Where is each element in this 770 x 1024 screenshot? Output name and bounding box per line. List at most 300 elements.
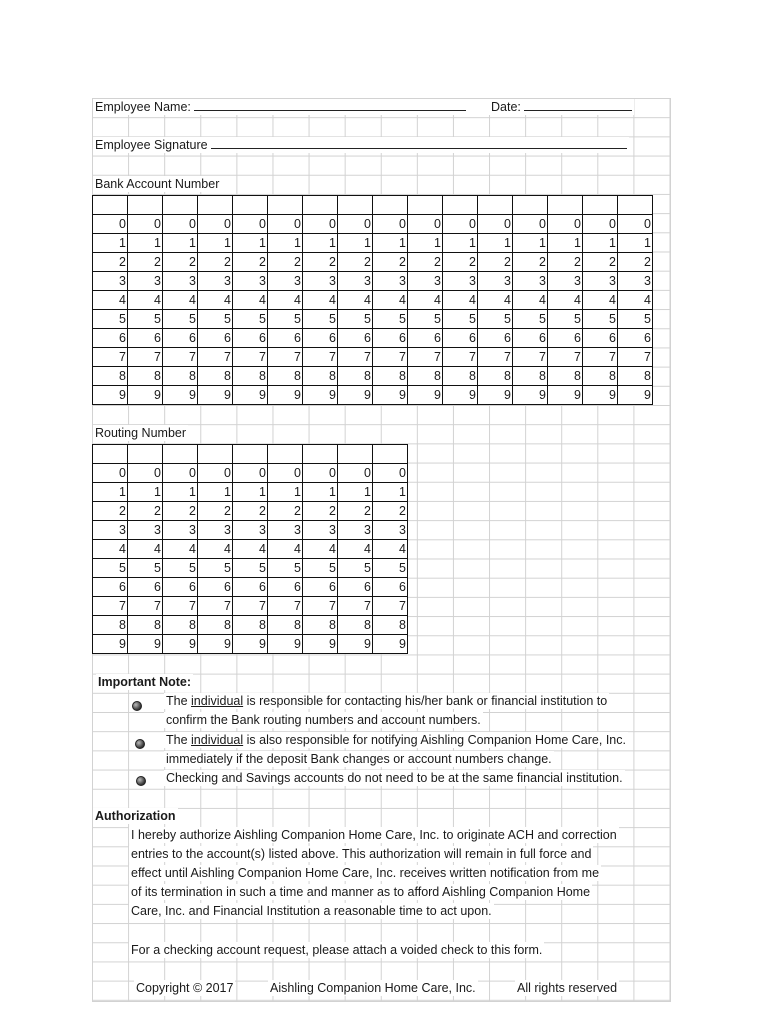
routing-number-digit-cell[interactable]: 0 bbox=[303, 464, 338, 483]
routing-number-digit-cell[interactable]: 3 bbox=[338, 521, 373, 540]
routing-number-digit-cell[interactable]: 4 bbox=[233, 540, 268, 559]
bank-account-digit-cell[interactable]: 1 bbox=[583, 234, 618, 253]
routing-number-digit-cell[interactable]: 2 bbox=[303, 502, 338, 521]
routing-number-digit-cell[interactable]: 8 bbox=[268, 616, 303, 635]
bank-account-entry-cell[interactable] bbox=[478, 196, 513, 215]
authorization-line-2: entries to the account(s) listed above. This authorization will remain in full force and bbox=[131, 847, 592, 861]
bank-account-digit-cell[interactable]: 1 bbox=[233, 234, 268, 253]
bank-account-digit-cell[interactable]: 9 bbox=[443, 386, 478, 405]
bank-account-digit-cell[interactable]: 8 bbox=[443, 367, 478, 386]
bank-account-digit-cell[interactable]: 2 bbox=[513, 253, 548, 272]
bank-account-digit-cell[interactable]: 1 bbox=[338, 234, 373, 253]
routing-number-digit-cell[interactable]: 9 bbox=[268, 635, 303, 654]
bank-account-digit-cell[interactable]: 2 bbox=[233, 253, 268, 272]
routing-number-digit-cell[interactable]: 3 bbox=[163, 521, 198, 540]
routing-number-digit-cell[interactable]: 5 bbox=[93, 559, 128, 578]
bank-account-digit-cell[interactable]: 1 bbox=[408, 234, 443, 253]
routing-number-digit-cell[interactable]: 9 bbox=[128, 635, 163, 654]
routing-number-digit-cell[interactable]: 1 bbox=[268, 483, 303, 502]
bank-account-digit-cell[interactable]: 3 bbox=[443, 272, 478, 291]
bank-account-digit-cell[interactable]: 4 bbox=[618, 291, 653, 310]
routing-number-digit-cell[interactable]: 6 bbox=[93, 578, 128, 597]
bank-account-digit-cell[interactable]: 8 bbox=[303, 367, 338, 386]
bank-account-digit-cell[interactable]: 5 bbox=[338, 310, 373, 329]
bank-account-digit-cell[interactable]: 5 bbox=[478, 310, 513, 329]
employee-signature-field[interactable] bbox=[211, 137, 627, 149]
routing-number-digit-cell[interactable]: 3 bbox=[373, 521, 408, 540]
bank-account-digit-cell[interactable]: 4 bbox=[513, 291, 548, 310]
bank-account-digit-cell[interactable]: 2 bbox=[128, 253, 163, 272]
routing-number-digit-cell[interactable]: 1 bbox=[338, 483, 373, 502]
bank-account-digit-cell[interactable]: 7 bbox=[373, 348, 408, 367]
bank-account-digit-cell[interactable]: 5 bbox=[583, 310, 618, 329]
routing-number-digit-cell[interactable]: 9 bbox=[93, 635, 128, 654]
bank-account-digit-cell[interactable]: 6 bbox=[548, 329, 583, 348]
bank-account-entry-cell[interactable] bbox=[198, 196, 233, 215]
bank-account-digit-cell[interactable]: 9 bbox=[478, 386, 513, 405]
bank-account-digit-cell[interactable]: 5 bbox=[163, 310, 198, 329]
bank-account-digit-cell[interactable]: 5 bbox=[303, 310, 338, 329]
routing-number-digit-cell[interactable]: 7 bbox=[128, 597, 163, 616]
bullet-icon bbox=[136, 776, 146, 786]
bank-account-digit-cell[interactable]: 0 bbox=[93, 215, 128, 234]
routing-number-digit-cell[interactable]: 5 bbox=[163, 559, 198, 578]
bank-account-digit-cell[interactable]: 5 bbox=[548, 310, 583, 329]
bank-account-entry-cell[interactable] bbox=[128, 196, 163, 215]
routing-number-digit-cell[interactable]: 2 bbox=[93, 502, 128, 521]
routing-number-digit-cell[interactable]: 5 bbox=[303, 559, 338, 578]
bank-account-digit-cell[interactable]: 0 bbox=[583, 215, 618, 234]
routing-number-digit-cell[interactable]: 6 bbox=[233, 578, 268, 597]
bank-account-digit-cell[interactable]: 6 bbox=[93, 329, 128, 348]
routing-number-digit-cell[interactable]: 7 bbox=[163, 597, 198, 616]
routing-number-digit-cell[interactable]: 3 bbox=[128, 521, 163, 540]
bank-account-digit-cell[interactable]: 9 bbox=[93, 386, 128, 405]
routing-number-digit-cell[interactable]: 4 bbox=[268, 540, 303, 559]
bank-account-digit-cell[interactable]: 0 bbox=[443, 215, 478, 234]
bank-account-entry-cell[interactable] bbox=[408, 196, 443, 215]
bank-account-digit-cell[interactable]: 2 bbox=[583, 253, 618, 272]
bank-account-digit-cell[interactable]: 5 bbox=[443, 310, 478, 329]
routing-number-digit-cell[interactable]: 2 bbox=[128, 502, 163, 521]
bank-account-digit-cell[interactable]: 6 bbox=[268, 329, 303, 348]
employee-name-row bbox=[93, 99, 468, 115]
bank-account-digit-cell[interactable]: 6 bbox=[233, 329, 268, 348]
bank-account-digit-cell[interactable]: 3 bbox=[408, 272, 443, 291]
bank-account-digit-cell[interactable]: 3 bbox=[618, 272, 653, 291]
bank-account-digit-cell[interactable]: 6 bbox=[198, 329, 233, 348]
bank-account-digit-cell[interactable]: 1 bbox=[443, 234, 478, 253]
bank-account-digit-cell[interactable]: 0 bbox=[338, 215, 373, 234]
bank-account-digit-cell[interactable]: 6 bbox=[478, 329, 513, 348]
routing-number-digit-cell[interactable]: 7 bbox=[93, 597, 128, 616]
routing-number-digit-cell[interactable]: 5 bbox=[268, 559, 303, 578]
bank-account-digit-cell[interactable]: 9 bbox=[373, 386, 408, 405]
bank-account-digit-cell[interactable]: 8 bbox=[198, 367, 233, 386]
employee-name-field[interactable] bbox=[194, 99, 466, 111]
bank-account-digit-cell[interactable]: 0 bbox=[233, 215, 268, 234]
bank-account-digit-cell[interactable]: 5 bbox=[268, 310, 303, 329]
bank-account-digit-cell[interactable]: 1 bbox=[163, 234, 198, 253]
bank-account-digit-cell[interactable]: 0 bbox=[373, 215, 408, 234]
bank-account-digit-cell[interactable]: 2 bbox=[548, 253, 583, 272]
routing-number-digit-cell[interactable]: 8 bbox=[338, 616, 373, 635]
routing-number-digit-cell[interactable]: 6 bbox=[198, 578, 233, 597]
bank-account-digit-cell[interactable]: 8 bbox=[548, 367, 583, 386]
date-label: Date: bbox=[491, 100, 521, 114]
bank-account-digit-cell[interactable]: 3 bbox=[513, 272, 548, 291]
routing-number-digit-cell[interactable]: 8 bbox=[163, 616, 198, 635]
routing-number-entry-cell[interactable] bbox=[198, 445, 233, 464]
bank-account-digit-cell[interactable]: 5 bbox=[198, 310, 233, 329]
routing-number-digit-cell[interactable]: 1 bbox=[198, 483, 233, 502]
voided-check-note: For a checking account request, please attach a voided check to this form. bbox=[131, 943, 543, 957]
routing-number-digit-cell[interactable]: 3 bbox=[303, 521, 338, 540]
bank-account-digit-cell[interactable]: 7 bbox=[513, 348, 548, 367]
bank-account-digit-cell[interactable]: 3 bbox=[338, 272, 373, 291]
routing-number-entry-cell[interactable] bbox=[163, 445, 198, 464]
routing-number-entry-cell[interactable] bbox=[233, 445, 268, 464]
routing-number-entry-cell[interactable] bbox=[93, 445, 128, 464]
bank-account-digit-cell[interactable]: 9 bbox=[513, 386, 548, 405]
routing-number-digit-cell[interactable]: 1 bbox=[233, 483, 268, 502]
bank-account-digit-cell[interactable]: 1 bbox=[548, 234, 583, 253]
bank-account-digit-cell[interactable]: 9 bbox=[408, 386, 443, 405]
bank-account-digit-cell[interactable]: 7 bbox=[268, 348, 303, 367]
routing-number-digit-cell[interactable]: 3 bbox=[268, 521, 303, 540]
routing-number-digit-cell[interactable]: 3 bbox=[93, 521, 128, 540]
routing-number-digit-cell[interactable]: 0 bbox=[93, 464, 128, 483]
bank-account-digit-cell[interactable]: 8 bbox=[583, 367, 618, 386]
copyright-text: Copyright © 2017 bbox=[136, 981, 234, 995]
routing-number-digit-cell[interactable]: 4 bbox=[93, 540, 128, 559]
routing-number-entry-cell[interactable] bbox=[268, 445, 303, 464]
bank-account-digit-cell[interactable]: 6 bbox=[583, 329, 618, 348]
bank-account-digit-cell[interactable]: 1 bbox=[513, 234, 548, 253]
bank-account-digit-cell[interactable]: 1 bbox=[268, 234, 303, 253]
bank-account-entry-cell[interactable] bbox=[338, 196, 373, 215]
bank-account-digit-cell[interactable]: 6 bbox=[128, 329, 163, 348]
bank-account-digit-cell[interactable]: 1 bbox=[93, 234, 128, 253]
bank-account-entry-cell[interactable] bbox=[373, 196, 408, 215]
routing-number-digit-cell[interactable]: 2 bbox=[163, 502, 198, 521]
routing-number-digit-cell[interactable]: 8 bbox=[233, 616, 268, 635]
note-item-2-text-a: The bbox=[166, 733, 192, 747]
bank-account-digit-cell[interactable]: 2 bbox=[478, 253, 513, 272]
bank-account-digit-cell[interactable]: 7 bbox=[163, 348, 198, 367]
bank-account-digit-cell[interactable]: 6 bbox=[303, 329, 338, 348]
routing-number-digit-cell[interactable]: 7 bbox=[233, 597, 268, 616]
bank-account-digit-cell[interactable]: 9 bbox=[548, 386, 583, 405]
bank-account-digit-cell[interactable]: 6 bbox=[408, 329, 443, 348]
employee-name-label: Employee Name: bbox=[95, 100, 191, 114]
bank-account-digit-cell[interactable]: 4 bbox=[408, 291, 443, 310]
routing-number-digit-cell[interactable]: 2 bbox=[373, 502, 408, 521]
bank-account-digit-cell[interactable]: 4 bbox=[338, 291, 373, 310]
bank-account-entry-cell[interactable] bbox=[303, 196, 338, 215]
bank-account-digit-cell[interactable]: 6 bbox=[513, 329, 548, 348]
bank-account-digit-cell[interactable]: 8 bbox=[478, 367, 513, 386]
bank-account-digit-cell[interactable]: 7 bbox=[198, 348, 233, 367]
routing-number-digit-cell[interactable]: 4 bbox=[128, 540, 163, 559]
bank-account-digit-cell[interactable]: 3 bbox=[478, 272, 513, 291]
routing-number-digit-cell[interactable]: 8 bbox=[373, 616, 408, 635]
bank-account-digit-cell[interactable]: 2 bbox=[408, 253, 443, 272]
bank-account-digit-cell[interactable]: 2 bbox=[618, 253, 653, 272]
note-item-1-underlined: individual bbox=[191, 694, 244, 708]
bank-account-digit-cell[interactable]: 7 bbox=[303, 348, 338, 367]
bank-account-digit-cell[interactable]: 5 bbox=[93, 310, 128, 329]
routing-number-digit-cell[interactable]: 1 bbox=[303, 483, 338, 502]
bank-account-entry-cell[interactable] bbox=[548, 196, 583, 215]
bank-account-digit-cell[interactable]: 2 bbox=[198, 253, 233, 272]
bank-account-digit-cell[interactable]: 9 bbox=[268, 386, 303, 405]
routing-number-digit-cell[interactable]: 0 bbox=[373, 464, 408, 483]
bank-account-digit-cell[interactable]: 4 bbox=[303, 291, 338, 310]
bank-account-digit-cell[interactable]: 5 bbox=[128, 310, 163, 329]
bank-account-digit-cell[interactable]: 4 bbox=[443, 291, 478, 310]
date-row bbox=[489, 99, 634, 115]
bank-account-digit-cell[interactable]: 6 bbox=[373, 329, 408, 348]
bank-account-digit-cell[interactable]: 7 bbox=[618, 348, 653, 367]
bank-account-digit-cell[interactable]: 9 bbox=[128, 386, 163, 405]
bank-account-digit-cell[interactable]: 1 bbox=[128, 234, 163, 253]
bank-account-digit-cell[interactable]: 1 bbox=[198, 234, 233, 253]
routing-number-digit-cell[interactable]: 2 bbox=[198, 502, 233, 521]
bank-account-digit-cell[interactable]: 3 bbox=[583, 272, 618, 291]
routing-number-digit-cell[interactable]: 2 bbox=[338, 502, 373, 521]
bank-account-digit-cell[interactable]: 9 bbox=[338, 386, 373, 405]
routing-number-digit-cell[interactable]: 6 bbox=[373, 578, 408, 597]
bank-account-entry-cell[interactable] bbox=[233, 196, 268, 215]
bank-account-digit-cell[interactable]: 9 bbox=[163, 386, 198, 405]
routing-number-digit-cell[interactable]: 5 bbox=[128, 559, 163, 578]
bank-account-digit-cell[interactable]: 2 bbox=[443, 253, 478, 272]
bank-account-entry-cell[interactable] bbox=[583, 196, 618, 215]
routing-number-digit-cell[interactable]: 3 bbox=[198, 521, 233, 540]
bank-account-digit-cell[interactable]: 7 bbox=[338, 348, 373, 367]
bank-account-entry-cell[interactable] bbox=[163, 196, 198, 215]
bank-account-digit-cell[interactable]: 4 bbox=[373, 291, 408, 310]
bank-account-digit-cell[interactable]: 2 bbox=[303, 253, 338, 272]
routing-number-digit-cell[interactable]: 4 bbox=[198, 540, 233, 559]
routing-number-digit-cell[interactable]: 4 bbox=[303, 540, 338, 559]
bank-account-digit-cell[interactable]: 0 bbox=[513, 215, 548, 234]
bank-account-digit-cell[interactable]: 5 bbox=[233, 310, 268, 329]
routing-number-digit-cell[interactable]: 1 bbox=[128, 483, 163, 502]
bank-account-digit-cell[interactable]: 4 bbox=[163, 291, 198, 310]
bank-account-digit-cell[interactable]: 7 bbox=[478, 348, 513, 367]
bank-account-label: Bank Account Number bbox=[95, 177, 220, 191]
bank-account-digit-cell[interactable]: 0 bbox=[268, 215, 303, 234]
bank-account-digit-cell[interactable]: 1 bbox=[618, 234, 653, 253]
bank-account-digit-cell[interactable]: 1 bbox=[373, 234, 408, 253]
bank-account-digit-cell[interactable]: 0 bbox=[618, 215, 653, 234]
bank-account-digit-cell[interactable]: 9 bbox=[618, 386, 653, 405]
bank-account-digit-cell[interactable]: 0 bbox=[198, 215, 233, 234]
date-field[interactable] bbox=[524, 99, 632, 111]
bank-account-digit-cell[interactable]: 2 bbox=[163, 253, 198, 272]
bank-account-digit-cell[interactable]: 8 bbox=[233, 367, 268, 386]
routing-number-digit-cell[interactable]: 0 bbox=[128, 464, 163, 483]
routing-number-digit-cell[interactable]: 9 bbox=[303, 635, 338, 654]
routing-number-digit-cell[interactable]: 4 bbox=[338, 540, 373, 559]
bank-account-digit-cell[interactable]: 6 bbox=[443, 329, 478, 348]
bank-account-digit-cell[interactable]: 6 bbox=[163, 329, 198, 348]
authorization-line-5: Care, Inc. and Financial Institution a reasonable time to act upon. bbox=[131, 904, 492, 918]
note-item-1-text-b: is responsible for contacting his/her bank or financial institution to bbox=[243, 694, 608, 708]
bank-account-digit-cell[interactable]: 3 bbox=[128, 272, 163, 291]
bank-account-digit-cell[interactable]: 2 bbox=[373, 253, 408, 272]
bank-account-digit-cell[interactable]: 5 bbox=[513, 310, 548, 329]
bank-account-digit-cell[interactable]: 7 bbox=[93, 348, 128, 367]
routing-number-entry-cell[interactable] bbox=[373, 445, 408, 464]
routing-number-digit-cell[interactable]: 9 bbox=[338, 635, 373, 654]
bank-account-digit-cell[interactable]: 8 bbox=[163, 367, 198, 386]
routing-number-digit-cell[interactable]: 8 bbox=[128, 616, 163, 635]
bank-account-digit-cell[interactable]: 3 bbox=[93, 272, 128, 291]
bank-account-digit-cell[interactable]: 4 bbox=[128, 291, 163, 310]
bank-account-digit-cell[interactable]: 8 bbox=[408, 367, 443, 386]
routing-number-digit-cell[interactable]: 7 bbox=[303, 597, 338, 616]
routing-number-entry-cell[interactable] bbox=[303, 445, 338, 464]
bank-account-digit-cell[interactable]: 2 bbox=[338, 253, 373, 272]
bank-account-entry-cell[interactable] bbox=[618, 196, 653, 215]
bank-account-digit-cell[interactable]: 8 bbox=[618, 367, 653, 386]
authorization-line-3: effect until Aishling Companion Home Care, Inc. receives written notification from me bbox=[131, 866, 600, 880]
bank-account-entry-cell[interactable] bbox=[443, 196, 478, 215]
bank-account-digit-cell[interactable]: 7 bbox=[408, 348, 443, 367]
routing-number-digit-cell[interactable]: 5 bbox=[338, 559, 373, 578]
bank-account-digit-cell[interactable]: 3 bbox=[373, 272, 408, 291]
authorization-title: Authorization bbox=[95, 809, 176, 823]
bank-account-digit-cell[interactable]: 8 bbox=[128, 367, 163, 386]
bank-account-digit-cell[interactable]: 0 bbox=[548, 215, 583, 234]
routing-number-digit-cell[interactable]: 8 bbox=[303, 616, 338, 635]
routing-number-digit-cell[interactable]: 1 bbox=[163, 483, 198, 502]
routing-number-digit-cell[interactable]: 9 bbox=[163, 635, 198, 654]
employee-signature-label: Employee Signature bbox=[95, 138, 208, 152]
routing-number-digit-cell[interactable]: 6 bbox=[338, 578, 373, 597]
bank-account-digit-cell[interactable]: 5 bbox=[618, 310, 653, 329]
bank-account-digit-cell[interactable]: 2 bbox=[93, 253, 128, 272]
bank-account-digit-cell[interactable]: 3 bbox=[198, 272, 233, 291]
bank-account-digit-cell[interactable]: 4 bbox=[268, 291, 303, 310]
bank-account-digit-cell[interactable]: 0 bbox=[163, 215, 198, 234]
bank-account-digit-cell[interactable]: 4 bbox=[548, 291, 583, 310]
bullet-icon bbox=[135, 739, 145, 749]
routing-number-entry-cell[interactable] bbox=[338, 445, 373, 464]
bank-account-digit-cell[interactable]: 9 bbox=[233, 386, 268, 405]
routing-number-digit-cell[interactable]: 5 bbox=[198, 559, 233, 578]
routing-number-digit-cell[interactable]: 4 bbox=[163, 540, 198, 559]
routing-number-digit-cell[interactable]: 7 bbox=[268, 597, 303, 616]
bank-account-digit-cell[interactable]: 9 bbox=[303, 386, 338, 405]
bank-account-digit-cell[interactable]: 7 bbox=[128, 348, 163, 367]
bank-account-digit-cell[interactable]: 4 bbox=[478, 291, 513, 310]
routing-number-digit-cell[interactable]: 6 bbox=[268, 578, 303, 597]
routing-number-digit-cell[interactable]: 0 bbox=[163, 464, 198, 483]
bank-account-digit-cell[interactable]: 0 bbox=[478, 215, 513, 234]
routing-number-digit-cell[interactable]: 4 bbox=[373, 540, 408, 559]
note-item-1 bbox=[164, 693, 609, 709]
bank-account-digit-cell[interactable]: 8 bbox=[93, 367, 128, 386]
bank-account-digit-cell[interactable]: 6 bbox=[618, 329, 653, 348]
bank-account-digit-cell[interactable]: 4 bbox=[233, 291, 268, 310]
routing-number-digit-cell[interactable]: 0 bbox=[268, 464, 303, 483]
routing-number-digit-cell[interactable]: 1 bbox=[93, 483, 128, 502]
routing-number-digit-cell[interactable]: 5 bbox=[373, 559, 408, 578]
bank-account-digit-cell[interactable]: 7 bbox=[548, 348, 583, 367]
routing-number-label: Routing Number bbox=[95, 426, 187, 440]
bank-account-digit-grid bbox=[92, 195, 653, 405]
bank-account-entry-cell[interactable] bbox=[93, 196, 128, 215]
routing-number-digit-cell[interactable]: 0 bbox=[338, 464, 373, 483]
bullet-icon bbox=[132, 701, 142, 711]
routing-number-digit-cell[interactable]: 3 bbox=[233, 521, 268, 540]
bank-account-entry-cell[interactable] bbox=[513, 196, 548, 215]
routing-number-digit-cell[interactable]: 6 bbox=[163, 578, 198, 597]
bank-account-digit-cell[interactable]: 3 bbox=[233, 272, 268, 291]
bank-account-digit-cell[interactable]: 9 bbox=[198, 386, 233, 405]
bank-account-digit-cell[interactable]: 0 bbox=[128, 215, 163, 234]
routing-number-digit-cell[interactable]: 8 bbox=[198, 616, 233, 635]
routing-number-digit-cell[interactable]: 5 bbox=[233, 559, 268, 578]
bank-account-digit-cell[interactable]: 8 bbox=[268, 367, 303, 386]
bank-account-digit-cell[interactable]: 7 bbox=[233, 348, 268, 367]
bank-account-digit-cell[interactable]: 7 bbox=[583, 348, 618, 367]
bank-account-digit-cell[interactable]: 3 bbox=[163, 272, 198, 291]
bank-account-digit-cell[interactable]: 7 bbox=[443, 348, 478, 367]
bank-account-digit-cell[interactable]: 3 bbox=[548, 272, 583, 291]
bank-account-digit-cell[interactable]: 8 bbox=[373, 367, 408, 386]
routing-number-digit-cell[interactable]: 0 bbox=[233, 464, 268, 483]
bank-account-entry-cell[interactable] bbox=[268, 196, 303, 215]
bank-account-digit-cell[interactable]: 9 bbox=[583, 386, 618, 405]
routing-number-entry-cell[interactable] bbox=[128, 445, 163, 464]
bank-account-digit-cell[interactable]: 0 bbox=[303, 215, 338, 234]
rights-reserved: All rights reserved bbox=[517, 981, 618, 995]
routing-number-digit-cell[interactable]: 2 bbox=[268, 502, 303, 521]
bank-account-digit-cell[interactable]: 8 bbox=[338, 367, 373, 386]
routing-number-digit-cell[interactable]: 9 bbox=[198, 635, 233, 654]
bank-account-digit-cell[interactable]: 3 bbox=[268, 272, 303, 291]
bank-account-digit-cell[interactable]: 2 bbox=[268, 253, 303, 272]
bank-account-digit-cell[interactable]: 0 bbox=[408, 215, 443, 234]
bank-account-digit-cell[interactable]: 4 bbox=[198, 291, 233, 310]
routing-number-digit-cell[interactable]: 1 bbox=[373, 483, 408, 502]
routing-number-digit-cell[interactable]: 7 bbox=[198, 597, 233, 616]
bank-account-digit-cell[interactable]: 1 bbox=[303, 234, 338, 253]
routing-number-digit-cell[interactable]: 0 bbox=[198, 464, 233, 483]
bank-account-digit-cell[interactable]: 1 bbox=[478, 234, 513, 253]
bank-account-digit-cell[interactable]: 5 bbox=[373, 310, 408, 329]
routing-number-digit-cell[interactable]: 8 bbox=[93, 616, 128, 635]
bank-account-digit-cell[interactable]: 8 bbox=[513, 367, 548, 386]
bank-account-digit-cell[interactable]: 4 bbox=[583, 291, 618, 310]
bank-account-digit-cell[interactable]: 3 bbox=[303, 272, 338, 291]
bank-account-digit-cell[interactable]: 6 bbox=[338, 329, 373, 348]
routing-number-digit-cell[interactable]: 2 bbox=[233, 502, 268, 521]
routing-number-digit-cell[interactable]: 6 bbox=[128, 578, 163, 597]
routing-number-digit-cell[interactable]: 7 bbox=[338, 597, 373, 616]
routing-number-digit-cell[interactable]: 9 bbox=[373, 635, 408, 654]
routing-number-digit-cell[interactable]: 7 bbox=[373, 597, 408, 616]
bank-account-digit-cell[interactable]: 5 bbox=[408, 310, 443, 329]
bank-account-digit-cell[interactable]: 4 bbox=[93, 291, 128, 310]
routing-number-digit-cell[interactable]: 6 bbox=[303, 578, 338, 597]
routing-number-digit-cell[interactable]: 9 bbox=[233, 635, 268, 654]
